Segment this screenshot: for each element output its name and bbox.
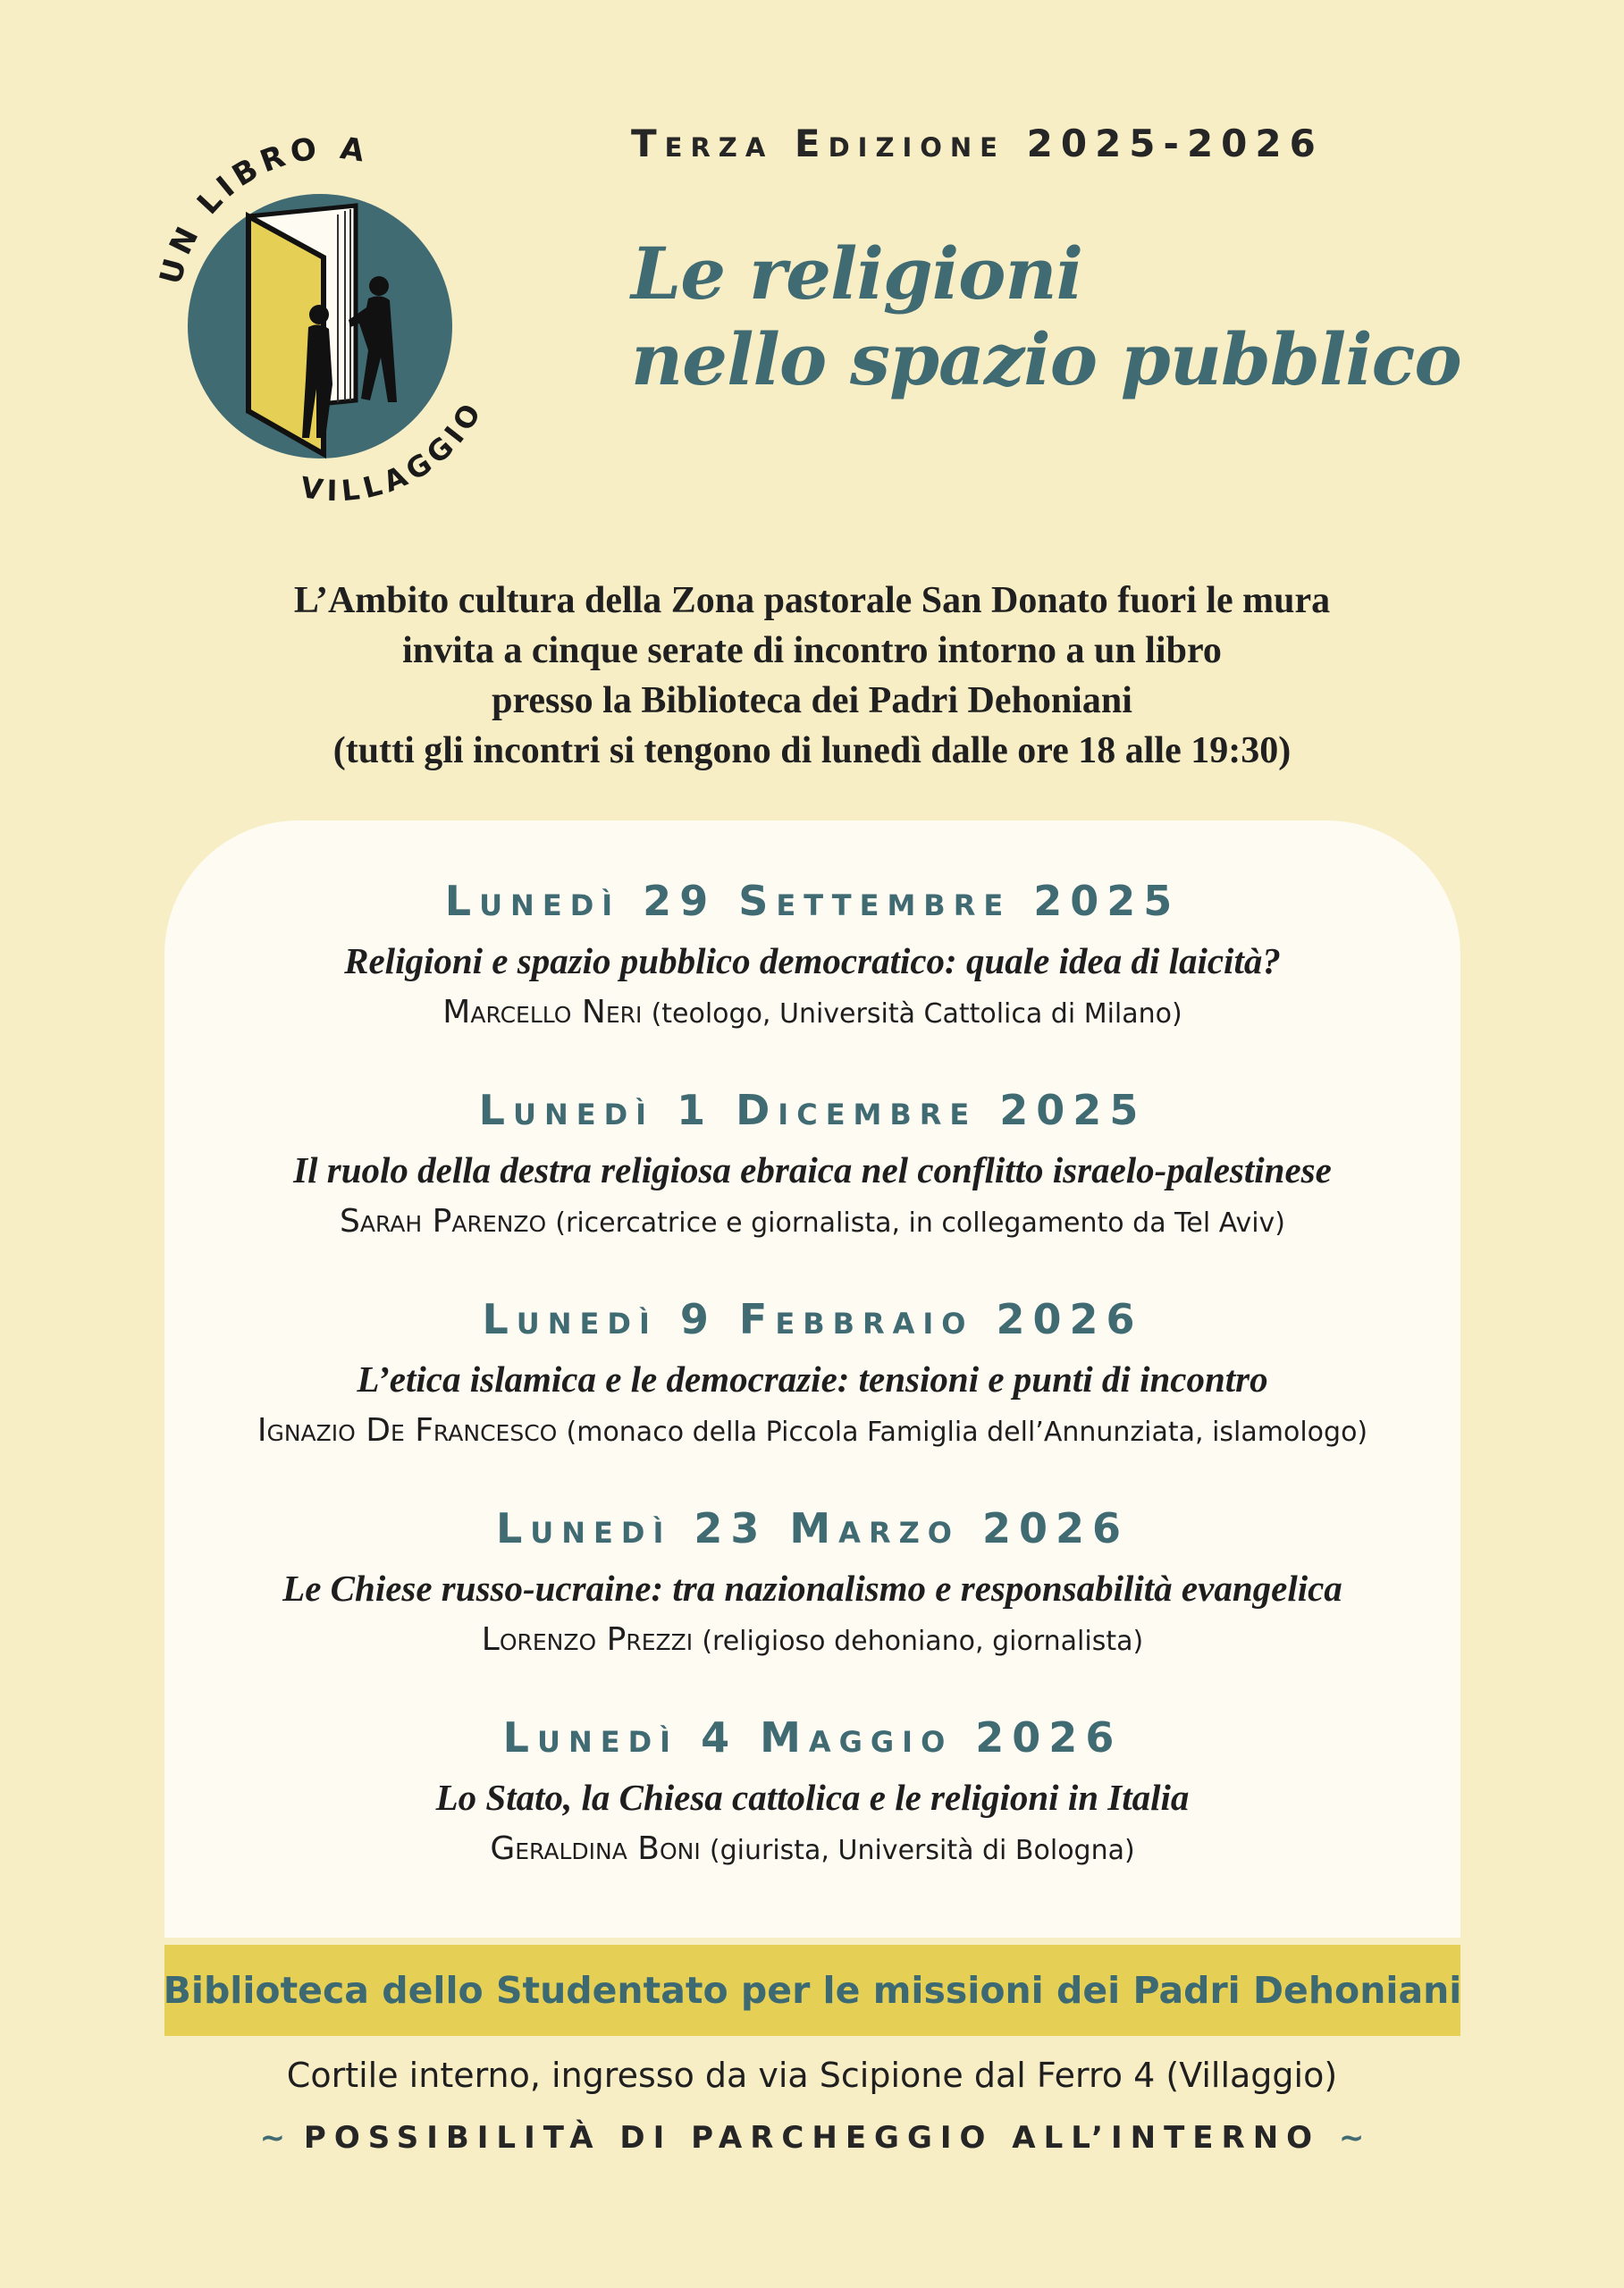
- event-date: Lunedì 1 Dicembre 2025: [478, 1086, 1147, 1134]
- intro-line-3: presso la Biblioteca dei Padri Dehoniani: [492, 680, 1132, 721]
- venue-banner: Biblioteca dello Studentato per le missioni dei Padri Dehoniani: [164, 1945, 1460, 2036]
- speaker-role: (religioso dehoniano, giornalista): [702, 1626, 1144, 1657]
- intro-line-1: L’Ambito cultura della Zona pastorale San Donato fuori le mura: [293, 580, 1331, 621]
- speaker-role: (giurista, Università di Bologna): [709, 1835, 1135, 1866]
- speaker-role: (ricercatrice e giornalista, in collegamento da Tel Aviv): [555, 1207, 1286, 1239]
- logo: [125, 116, 501, 509]
- event-3: [164, 1292, 1460, 1453]
- edition-word-1: Terza: [631, 122, 774, 165]
- event-title: L’etica islamica e le democrazie: tensioni e punti di incontro: [357, 1358, 1268, 1400]
- speaker-name: Ignazio De Francesco: [257, 1412, 558, 1449]
- speaker-role: (teologo, Università Cattolica di Milano): [651, 998, 1182, 1030]
- event-speaker: [164, 1619, 1460, 1662]
- venue-address: Cortile interno, ingresso da via Scipione dal Ferro 4 (Villaggio): [286, 2056, 1338, 2095]
- tilde-left: ~: [259, 2120, 286, 2156]
- logo-arc-text: UN LIBRO A: [153, 130, 373, 289]
- event-title: Il ruolo della destra religiosa ebraica nel conflitto israelo-palestinese: [293, 1149, 1332, 1190]
- intro-text: [0, 576, 1624, 776]
- logo-bottom-text: VILLAGGIO: [298, 393, 491, 509]
- event-title: Lo Stato, la Chiesa cattolica e le religioni in Italia: [435, 1777, 1190, 1818]
- speaker-role: (monaco della Piccola Famiglia dell’Annunziata, islamologo): [566, 1417, 1368, 1448]
- event-date: Lunedì 23 Marzo 2026: [495, 1504, 1130, 1552]
- edition-years: 2025-2026: [1026, 122, 1324, 165]
- intro-line-2: invita a cinque serate di incontro intorno a un libro: [402, 630, 1222, 671]
- speaker-name: Sarah Parenzo: [339, 1203, 547, 1240]
- edition-word-2: Edizione: [794, 122, 1006, 165]
- event-date: Lunedì 4 Maggio 2026: [502, 1713, 1123, 1762]
- speaker-name: Marcello Neri: [442, 994, 643, 1030]
- page-title: [631, 231, 1461, 402]
- parking-text: POSSIBILITÀ DI PARCHEGGIO ALL’INTERNO: [303, 2120, 1321, 2156]
- event-title: Religioni e spazio pubblico democratico: quale idea di laicità?: [344, 940, 1281, 981]
- intro-line-4: (tutti gli incontri si tengono di lunedì dalle ore 18 alle 19:30): [332, 730, 1292, 771]
- event-speaker: [164, 1410, 1460, 1453]
- event-title: Le Chiese russo-ucraine: tra nazionalismo e responsabilità evangelica: [282, 1568, 1342, 1609]
- tilde-right: ~: [1338, 2120, 1365, 2156]
- event-4: [164, 1502, 1460, 1662]
- event-speaker: [164, 1201, 1460, 1244]
- event-1: [164, 874, 1460, 1035]
- event-date: Lunedì 29 Settembre 2025: [444, 877, 1181, 925]
- speaker-name: Lorenzo Prezzi: [481, 1621, 694, 1658]
- title-line-1: Le religioni: [631, 231, 1083, 315]
- parking-note: [0, 2120, 1624, 2156]
- event-speaker: [164, 1829, 1460, 1872]
- event-2: [164, 1083, 1460, 1244]
- event-date: Lunedì 9 Febbraio 2026: [482, 1295, 1143, 1343]
- edition-line: [631, 122, 1324, 165]
- event-5: [164, 1711, 1460, 1872]
- event-speaker: [164, 992, 1460, 1035]
- speaker-name: Geraldina Boni: [490, 1830, 701, 1867]
- title-line-2: nello spazio pubblico: [631, 317, 1461, 401]
